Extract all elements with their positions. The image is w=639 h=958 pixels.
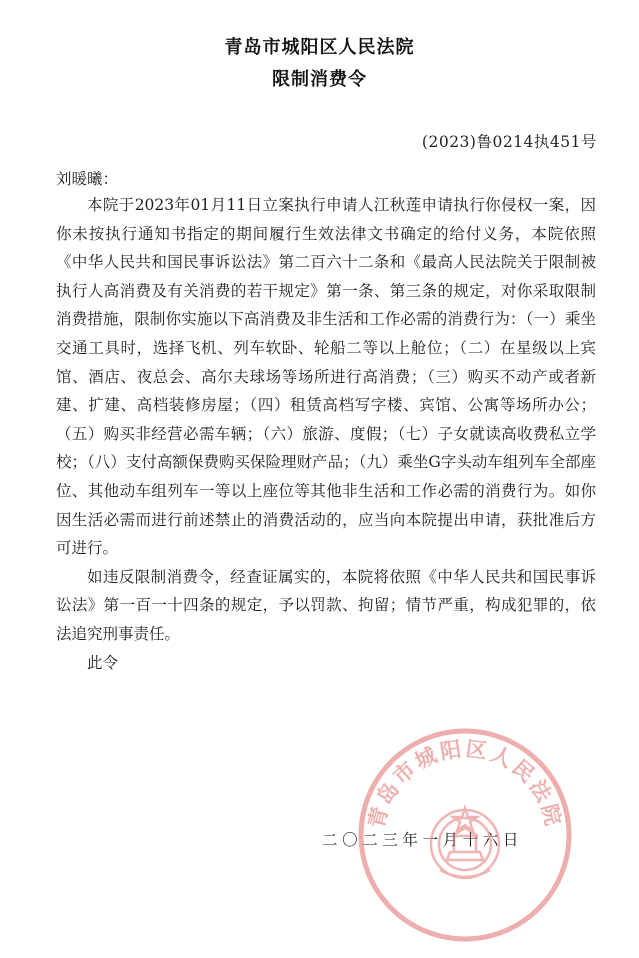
document-title: 限制消费令 [272,69,367,90]
seal-text-path: 青岛市城阳区人民法院 [364,736,566,831]
court-name: 青岛市城阳区人民法院 [224,37,415,58]
paragraph-closing: 此令 [87,653,119,672]
paragraph-warning: 如违反限制消费令，经查证属实的，本院将依照《中华人民共和国民事诉讼法》第一百一十四条的规定，予以罚款、拘留；情节严重，构成犯罪的，依法追究刑事责任。 [56,567,596,643]
paragraph-main: 本院于2023年01月11日立案执行申请人江秋莲申请执行你侵权一案，因你未按执行通知书指定的期间履行生效法律文书确定的给付义务，本院依照《中华人民共和国民事诉讼法》第二百六十二条和《最高人民法院关于限制被执行人高消费及有关消费的若干规定》第一条、第三条的规定，对你采取限制消费措施，限制你实施以下高消费及非生活和工作必需的消费行为：（一）乘坐交通工具时，选择飞机、列车软卧、轮船二等以上舱位；（二）在星级以上宾馆、酒店、夜总会、高尔夫球场等场所进行高消费；（三）购买不动产或者新建、扩建、高档装修房屋；（四）租赁高档写字楼、宾馆、公寓等场所办公；（五）购买非经营必需车辆；（六）旅游、度假；（七）子女就读高收费私立学校；（八）支付高额保费购买保险理财产品；（九）乘坐G字头动车组列车全部座位、其他动车组列车一等以上座位等其他非生活和工作必需的消费行为。如你因生活必需而进行前述禁止的消费活动的，应当向本院提出申请，获批准后方可进行。 [56,196,596,558]
case-number: (2023)鲁0214执451号 [421,133,597,151]
addressee: 刘暖曦： [56,170,119,188]
court-seal [352,722,578,948]
seal-text [364,737,566,831]
issue-date: 二〇二三年一月十六日 [322,831,524,849]
national-emblem-icon [431,808,499,878]
order-body [56,191,596,677]
